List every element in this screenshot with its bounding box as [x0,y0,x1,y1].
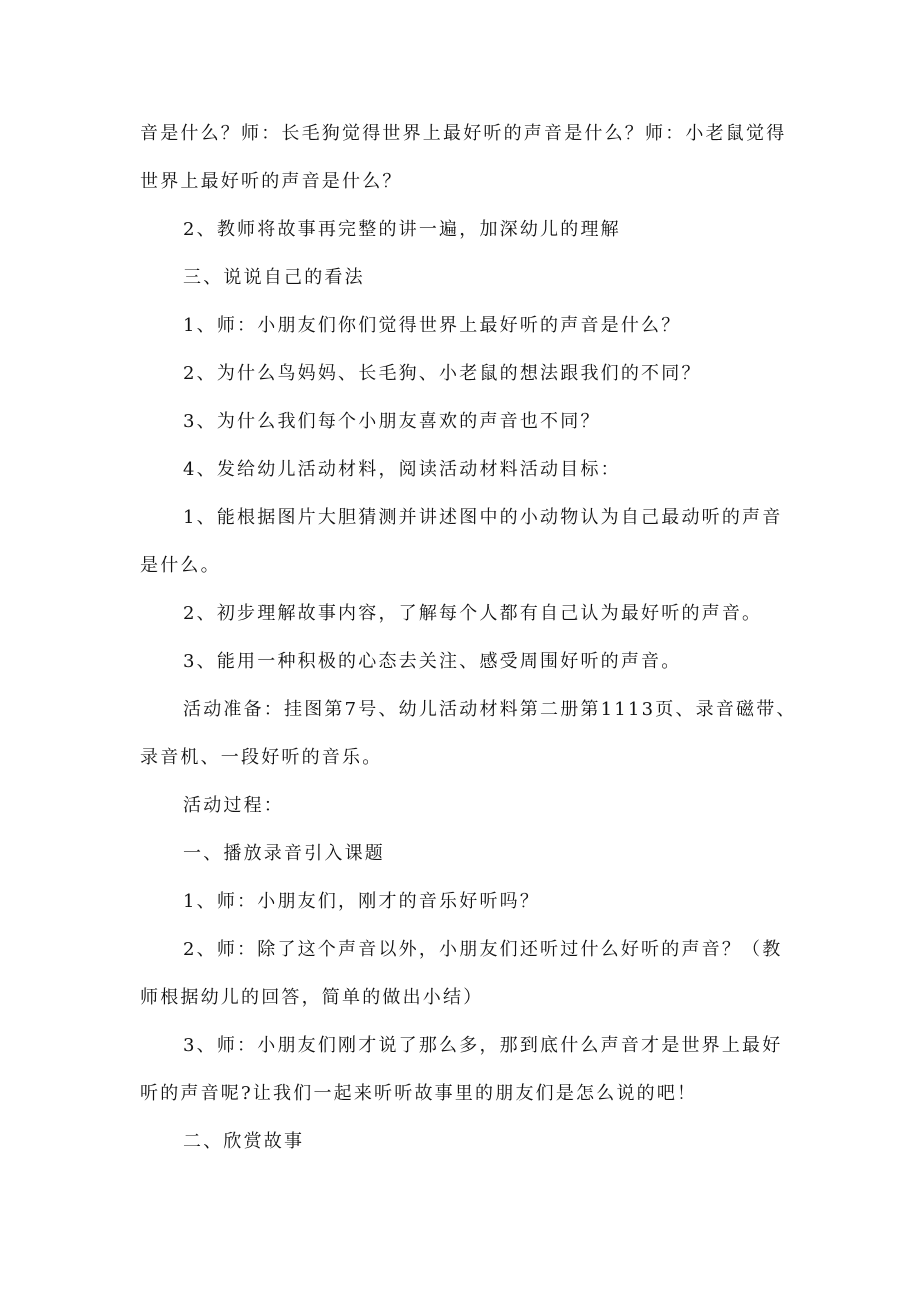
paragraph-line: 录音机、一段好听的音乐。 [140,747,383,768]
paragraph-line: 1、师：小朋友们你们觉得世界上最好听的声音是什么？ [183,315,682,336]
paragraph-line: 是什么。 [140,555,221,576]
paragraph-line: 2、初步理解故事内容，了解每个人都有自己认为最好听的声音。 [183,603,763,624]
paragraph-line: 世界上最好听的声音是什么？ [140,171,403,192]
paragraph-line: 活动准备：挂图第7号、幼儿活动材料第二册第1113页、录音磁带、 [183,699,797,720]
paragraph-line: 听的声音呢?让我们一起来听听故事里的朋友们是怎么说的吧！ [140,1083,698,1104]
paragraph-line: 2、教师将故事再完整的讲一遍，加深幼儿的理解 [183,219,621,240]
section-heading: 三、说说自己的看法 [183,267,365,288]
paragraph-line: 师根据幼儿的回答，简单的做出小结） [140,987,484,1008]
paragraph-line: 音是什么？师：长毛狗觉得世界上最好听的声音是什么？师：小老鼠觉得 [140,123,787,144]
paragraph-line: 2、为什么鸟妈妈、长毛狗、小老鼠的想法跟我们的不同？ [183,363,702,384]
section-heading: 二、欣赏故事 [183,1131,305,1152]
paragraph-line: 2、师：除了这个声音以外，小朋友们还听过什么好听的声音？（教 [183,939,783,960]
paragraph-line: 1、能根据图片大胆猜测并讲述图中的小动物认为自己最动听的声音 [183,507,783,528]
paragraph-line: 3、师：小朋友们刚才说了那么多，那到底什么声音才是世界上最好 [183,1035,783,1056]
section-heading: 一、播放录音引入课题 [183,843,385,864]
paragraph-line: 1、师：小朋友们，刚才的音乐好听吗？ [183,891,541,912]
paragraph-line: 3、能用一种积极的心态去关注、感受周围好听的声音。 [183,651,682,672]
section-heading: 活动过程： [183,795,284,816]
document-body [140,110,800,1166]
paragraph-line: 4、发给幼儿活动材料，阅读活动材料活动目标： [183,459,621,480]
paragraph-line: 3、为什么我们每个小朋友喜欢的声音也不同？ [183,411,601,432]
